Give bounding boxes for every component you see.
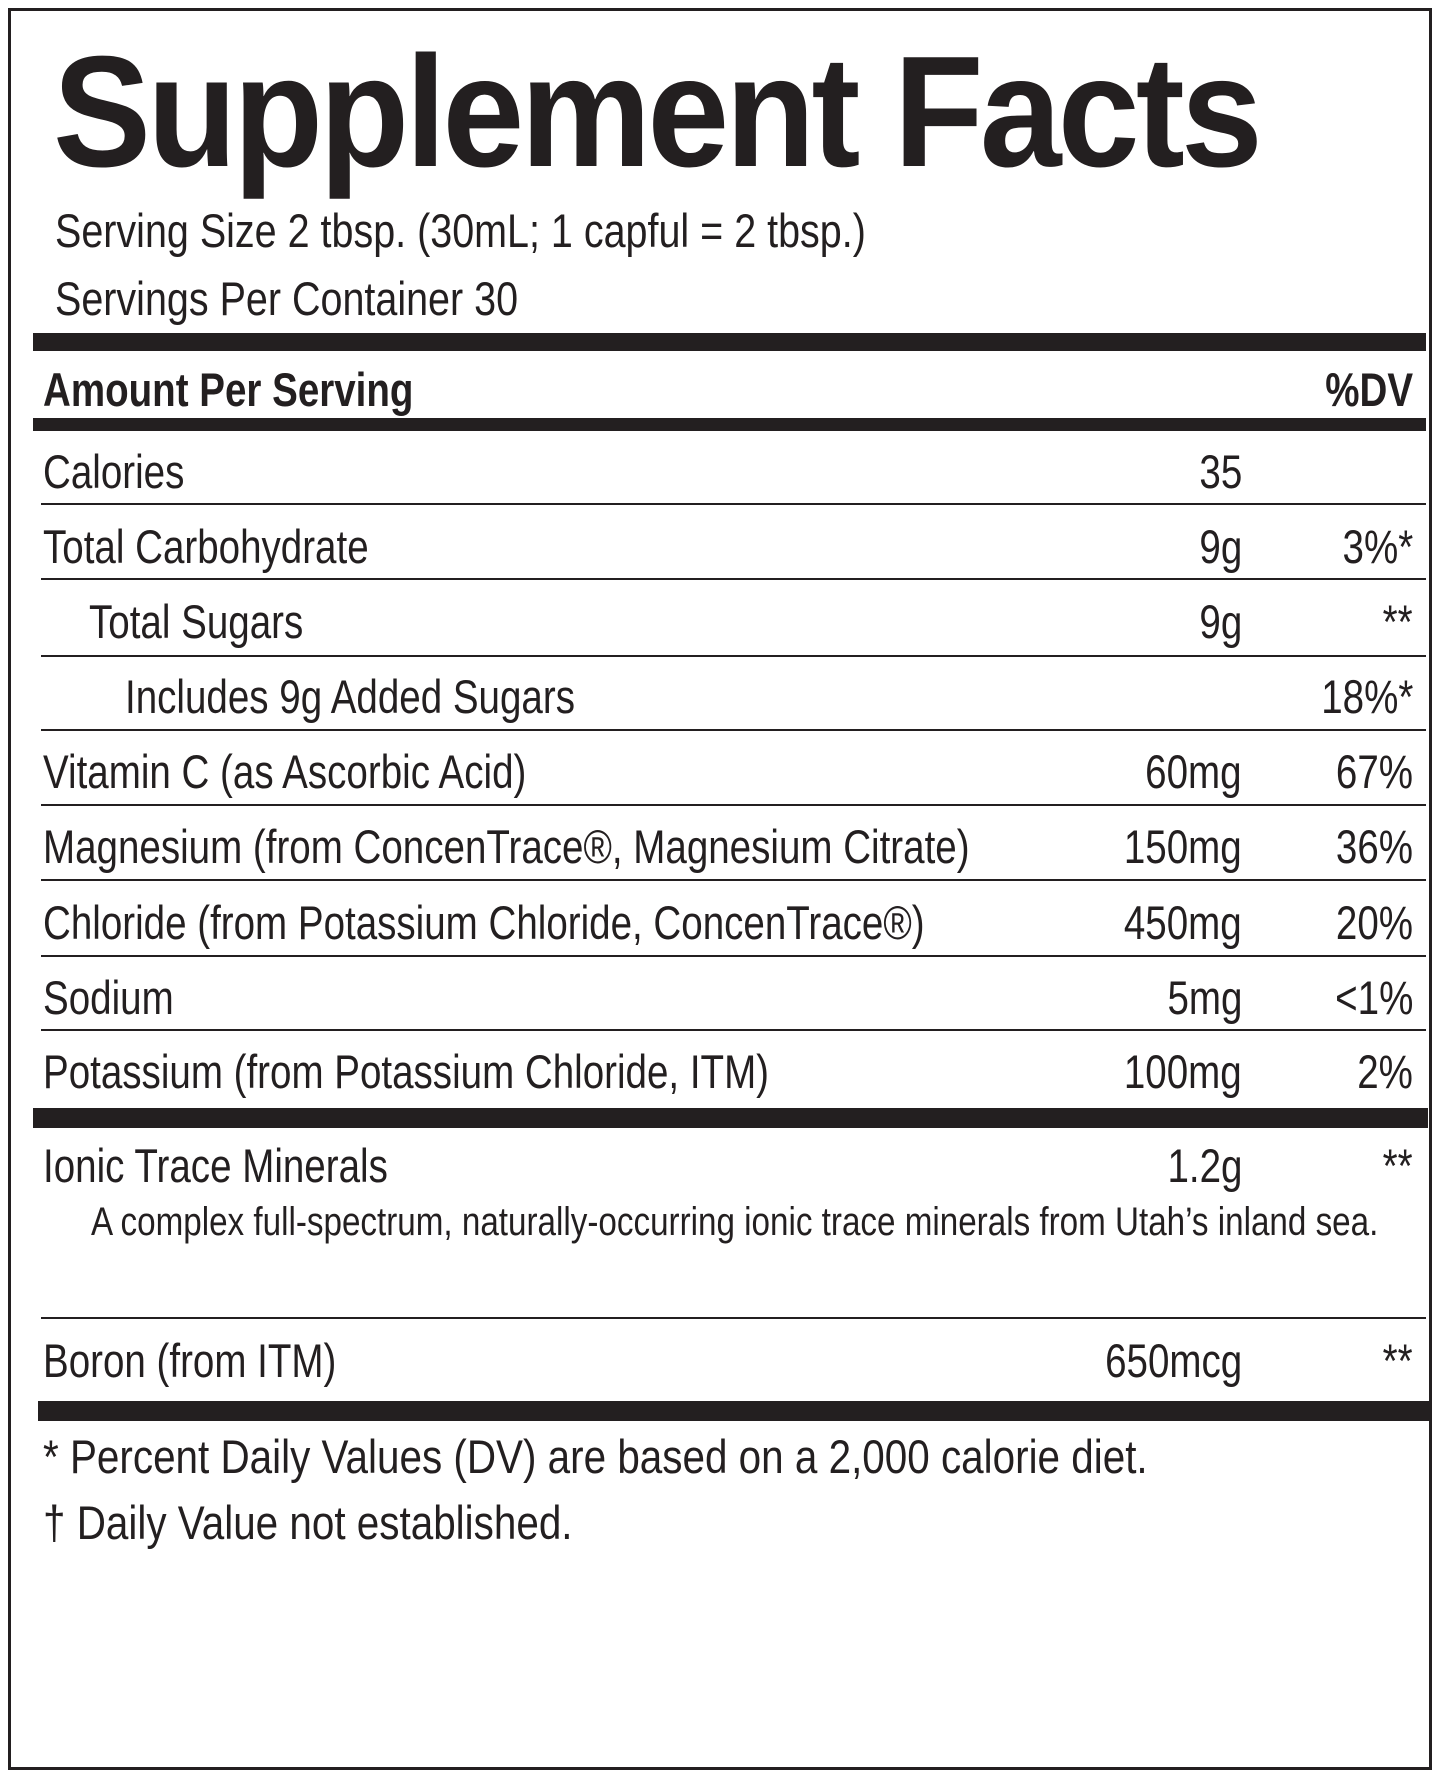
nutrient-name: Vitamin C (as Ascorbic Acid) [43,745,527,798]
ingredient-amount: 1.2g [1166,1139,1242,1192]
amount-per-serving-label: Amount Per Serving [43,363,414,416]
nutrient-amount: 450mg [1124,896,1242,949]
servings-per-container: Servings Per Container 30 [55,272,519,325]
ingredient-dv: ** [1382,1139,1413,1192]
nutrient-amount: 5mg [1167,971,1242,1024]
nutrient-amount: 150mg [1124,820,1242,873]
nutrient-name: Sodium [43,971,174,1024]
row-divider [41,955,1426,957]
nutrient-amount: 35 [1199,445,1242,498]
thick-divider-bottom [38,1401,1431,1421]
nutrient-name: Magnesium (from ConcenTrace®, Magnesium Citrate) [43,820,970,873]
footnote-daily-values: * Percent Daily Values (DV) are based on a 2,000 calorie diet. [43,1430,1148,1483]
row-divider [41,1317,1426,1319]
nutrient-name: Calories [43,445,185,498]
nutrient-dv: 2% [1357,1045,1413,1098]
thick-divider-middle [33,1108,1428,1128]
ingredient-amount: 650mcg [1104,1334,1242,1387]
footnote-dv-not-established: † Daily Value not established. [43,1496,573,1549]
row-divider [41,655,1426,657]
row-divider [41,503,1426,505]
nutrient-name: Chloride (from Potassium Chloride, ConcenTrace®) [43,896,925,949]
panel-title: Supplement Facts [53,24,1260,200]
ingredient-description: A complex full-spectrum, naturally-occurring ionic trace minerals from Utah’s inland sea. [91,1200,1379,1244]
nutrient-amount: 100mg [1124,1045,1242,1098]
thick-divider-top [33,333,1426,351]
nutrient-dv: <1% [1334,971,1413,1024]
ingredient-dv: ** [1382,1334,1413,1387]
row-divider [41,729,1426,731]
nutrient-amount: 9g [1199,595,1242,648]
nutrient-dv: 3%* [1342,520,1413,573]
ingredient-name: Ionic Trace Minerals [43,1139,388,1192]
row-divider [41,1029,1426,1031]
ingredient-name: Boron (from ITM) [43,1334,337,1387]
thick-divider-header [33,418,1426,431]
nutrient-dv: 20% [1335,896,1413,949]
nutrient-name: Potassium (from Potassium Chloride, ITM) [43,1045,770,1098]
row-divider [41,804,1426,806]
dv-header-label: %DV [1325,363,1413,416]
row-divider [41,578,1426,580]
nutrient-dv: ** [1382,595,1413,648]
supplement-facts-panel [8,8,1432,1770]
nutrient-dv: 36% [1335,820,1413,873]
nutrient-dv: 18%* [1320,670,1413,723]
serving-size: Serving Size 2 tbsp. (30mL; 1 capful = 2 tbsp.) [55,204,866,257]
nutrient-amount: 60mg [1145,745,1242,798]
row-divider [41,879,1426,881]
nutrient-name: Includes 9g Added Sugars [125,670,575,723]
nutrient-name: Total Sugars [89,595,304,648]
nutrient-name: Total Carbohydrate [43,520,369,573]
nutrient-amount: 9g [1199,520,1242,573]
nutrient-dv: 67% [1335,745,1413,798]
